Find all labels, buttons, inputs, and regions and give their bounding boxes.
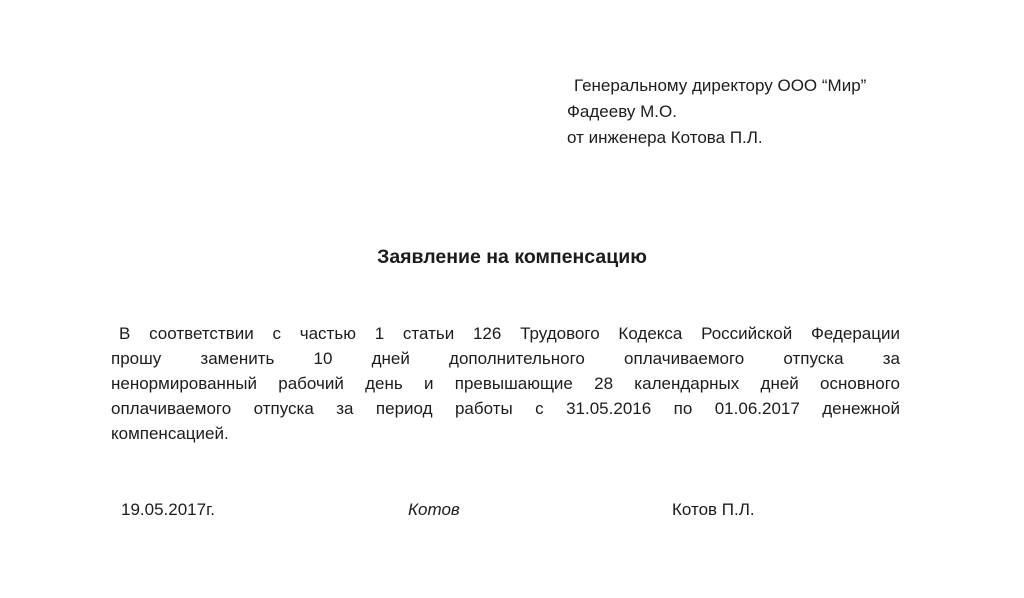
body-line-last: компенсацией. xyxy=(111,424,229,443)
addressee-line-sender: от инженера Котова П.Л. xyxy=(567,128,763,147)
addressee-line-recipient: Генеральному директору ООО “Мир” xyxy=(574,76,867,95)
addressee-line-recipient-name: Фадееву М.О. xyxy=(567,102,677,121)
handwritten-signature: Котов xyxy=(408,500,460,519)
signatory-name: Котов П.Л. xyxy=(672,500,755,519)
body-line: прошу заменить 10 дней дополнительного оплачиваемого отпуска за xyxy=(111,349,900,368)
body-paragraph xyxy=(111,321,900,446)
addressee-block xyxy=(567,73,927,151)
body-line: ненормированный рабочий день и превышающие 28 календарных дней основного xyxy=(111,374,900,393)
document-title: Заявление на компенсацию xyxy=(377,246,647,268)
date-text: 19.05.2017г. xyxy=(121,500,215,519)
signature-row xyxy=(0,499,1024,521)
body-line: В соответствии с частью 1 статьи 126 Трудового Кодекса Российской Федерации xyxy=(119,324,900,343)
body-line: оплачиваемого отпуска за период работы с 31.05.2016 по 01.06.2017 денежной xyxy=(111,399,900,418)
